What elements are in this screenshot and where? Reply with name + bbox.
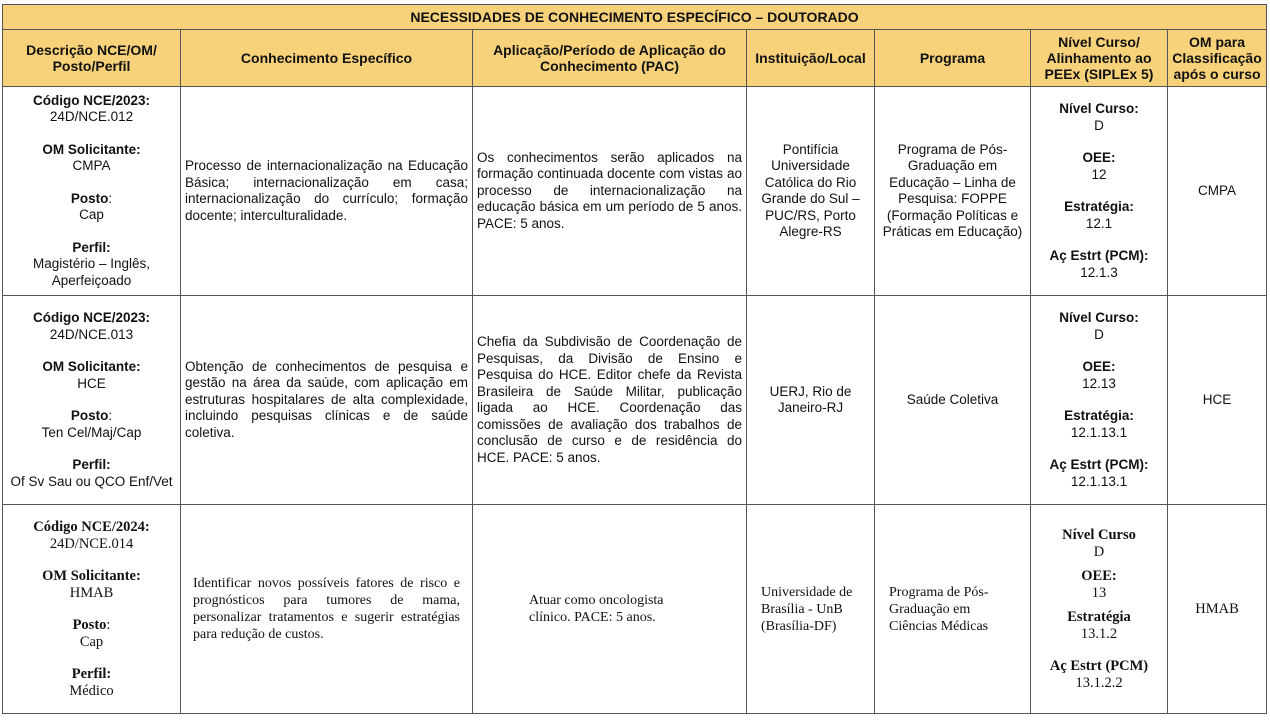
action-label: Aç Estrt (PCM): [1049,457,1149,472]
om-value: HCE [77,375,106,391]
header-application: Aplicação/Período de Aplicação do Conhecimento (PAC) [473,30,747,87]
profile-value: Médico [69,682,114,699]
level-cell [1031,87,1168,296]
table-row [3,87,1267,296]
om-value: HMAB [69,584,114,601]
action-label: Aç Estrt (PCM): [1049,248,1149,263]
level-cell [1031,296,1168,505]
action-value: 12.1.13.1 [1070,473,1128,489]
rank-colon: : [108,408,113,423]
rank-colon: : [108,190,113,206]
code-label: Código NCE/2023: [32,92,151,108]
oee-value: 12.13 [1082,375,1116,391]
oee-label: OEE: [1082,150,1116,165]
rank-label: Posto [72,617,107,633]
program-cell: Saúde Coletiva [875,296,1031,505]
oee-value: 13 [1091,584,1107,601]
om-after-cell: CMPA [1168,87,1267,296]
application-cell: Os conhecimentos serão aplicados na formação continuada docente com vistas ao processo de internacionalização na educação básica em um período de 5 anos. PACE: 5 anos. [473,87,747,296]
strategy-value: 13.1.2 [1080,625,1118,642]
profile-label: Perfil: [72,457,111,472]
level-label: Nível Curso [1062,527,1136,543]
action-value: 12.1.3 [1080,264,1118,280]
rank-value: Cap [79,633,104,650]
document [2,4,1266,714]
nce-table [2,4,1267,714]
om-value: CMPA [72,158,111,174]
level-value: D [1093,543,1105,560]
application-cell: Atuar como oncologista clínico. PACE: 5 anos. [473,505,747,714]
header-description: Descrição NCE/OM/ Posto/Perfil [3,30,181,87]
header-program: Programa [875,30,1031,87]
table-row [3,296,1267,505]
knowledge-cell: Obtenção de conhecimentos de pesquisa e gestão na área da saúde, com aplicação em estruturas hospitalares de alta complexidade, incluindo pesquisas clínicas e de saúde coletiva. [181,296,473,505]
application-cell: Chefia da Subdivisão de Coordenação de Pesquisas, da Divisão de Ensino e Pesquisa do HCE. Editor chefe da Revista Brasileira de Saúde Militar, publicação ligada ao HCE. Coordenação das comissões de avaliação dos trabalhos de conclusão de curso e de residência do HCE. PACE: 5 anos. [473,296,747,505]
oee-value: 12 [1091,166,1107,182]
institution-cell: Universidade de Brasília - UnB (Brasília-DF) [747,505,875,714]
table-title: NECESSIDADES DE CONHECIMENTO ESPECÍFICO – DOUTORADO [3,5,1267,30]
profile-value: Of Sv Sau ou QCO Enf/Vet [10,473,173,489]
oee-label: OEE: [1082,359,1116,374]
profile-label: Perfil: [71,666,112,682]
level-value: D [1094,117,1104,133]
program-cell: Programa de Pós-Graduação em Ciências Médicas [875,505,1031,714]
header-om: OM para Classificação após o curso [1168,30,1267,87]
header-knowledge: Conhecimento Específico [181,30,473,87]
institution-cell: Pontifícia Universidade Católica do Rio Grande do Sul – PUC/RS, Porto Alegre-RS [747,87,875,296]
rank-label: Posto [70,408,109,423]
code-label: Código NCE/2023: [32,310,151,325]
table-row [3,505,1267,714]
level-label: Nível Curso: [1059,310,1139,325]
strategy-value: 12.1 [1085,215,1113,231]
knowledge-cell: Processo de internacionalização na Educação Básica; internacionalização em casa; internacionalização do currículo; formação docente; interculturalidade. [181,87,473,296]
profile-value: Magistério – Inglês, Aperfeiçoado [32,256,151,288]
action-value: 13.1.2.2 [1075,674,1123,691]
strategy-label: Estratégia: [1064,199,1134,214]
om-label: OM Solicitante: [42,568,141,584]
oee-label: OEE: [1081,568,1117,584]
rank-value: Ten Cel/Maj/Cap [41,424,142,440]
action-label: Aç Estrt (PCM) [1049,658,1149,674]
om-after-cell: HMAB [1168,505,1267,714]
description-cell [3,87,181,296]
rank-colon: : [106,617,111,633]
om-label: OM Solicitante: [42,141,141,157]
rank-label: Posto [70,190,109,206]
institution-cell: UERJ, Rio de Janeiro-RJ [747,296,875,505]
code-label: Código NCE/2024: [33,519,150,535]
strategy-label: Estratégia [1067,609,1131,625]
profile-label: Perfil: [72,239,111,255]
level-cell [1031,505,1168,714]
code-value: 24D/NCE.013 [49,326,134,342]
strategy-value: 12.1.13.1 [1070,424,1128,440]
level-label: Nível Curso: [1059,101,1139,116]
header-level: Nível Curso/ Alinhamento ao PEEx (SIPLEx 5) [1031,30,1168,87]
program-cell: Programa de Pós-Graduação em Educação – Linha de Pesquisa: FOPPE (Formação Políticas e Práticas em Educação) [875,87,1031,296]
header-row [3,30,1267,87]
header-institution: Instituição/Local [747,30,875,87]
code-value: 24D/NCE.012 [49,109,134,125]
description-cell [3,505,181,714]
level-value: D [1094,326,1104,342]
om-after-cell: HCE [1168,296,1267,505]
rank-value: Cap [79,207,104,223]
om-label: OM Solicitante: [42,359,141,374]
description-cell [3,296,181,505]
knowledge-cell: Identificar novos possíveis fatores de risco e prognósticos para tumores de mama, personalizar tratamentos e sugerir estratégias para redução de custos. [181,505,473,714]
strategy-label: Estratégia: [1064,408,1134,423]
code-value: 24D/NCE.014 [49,535,134,552]
